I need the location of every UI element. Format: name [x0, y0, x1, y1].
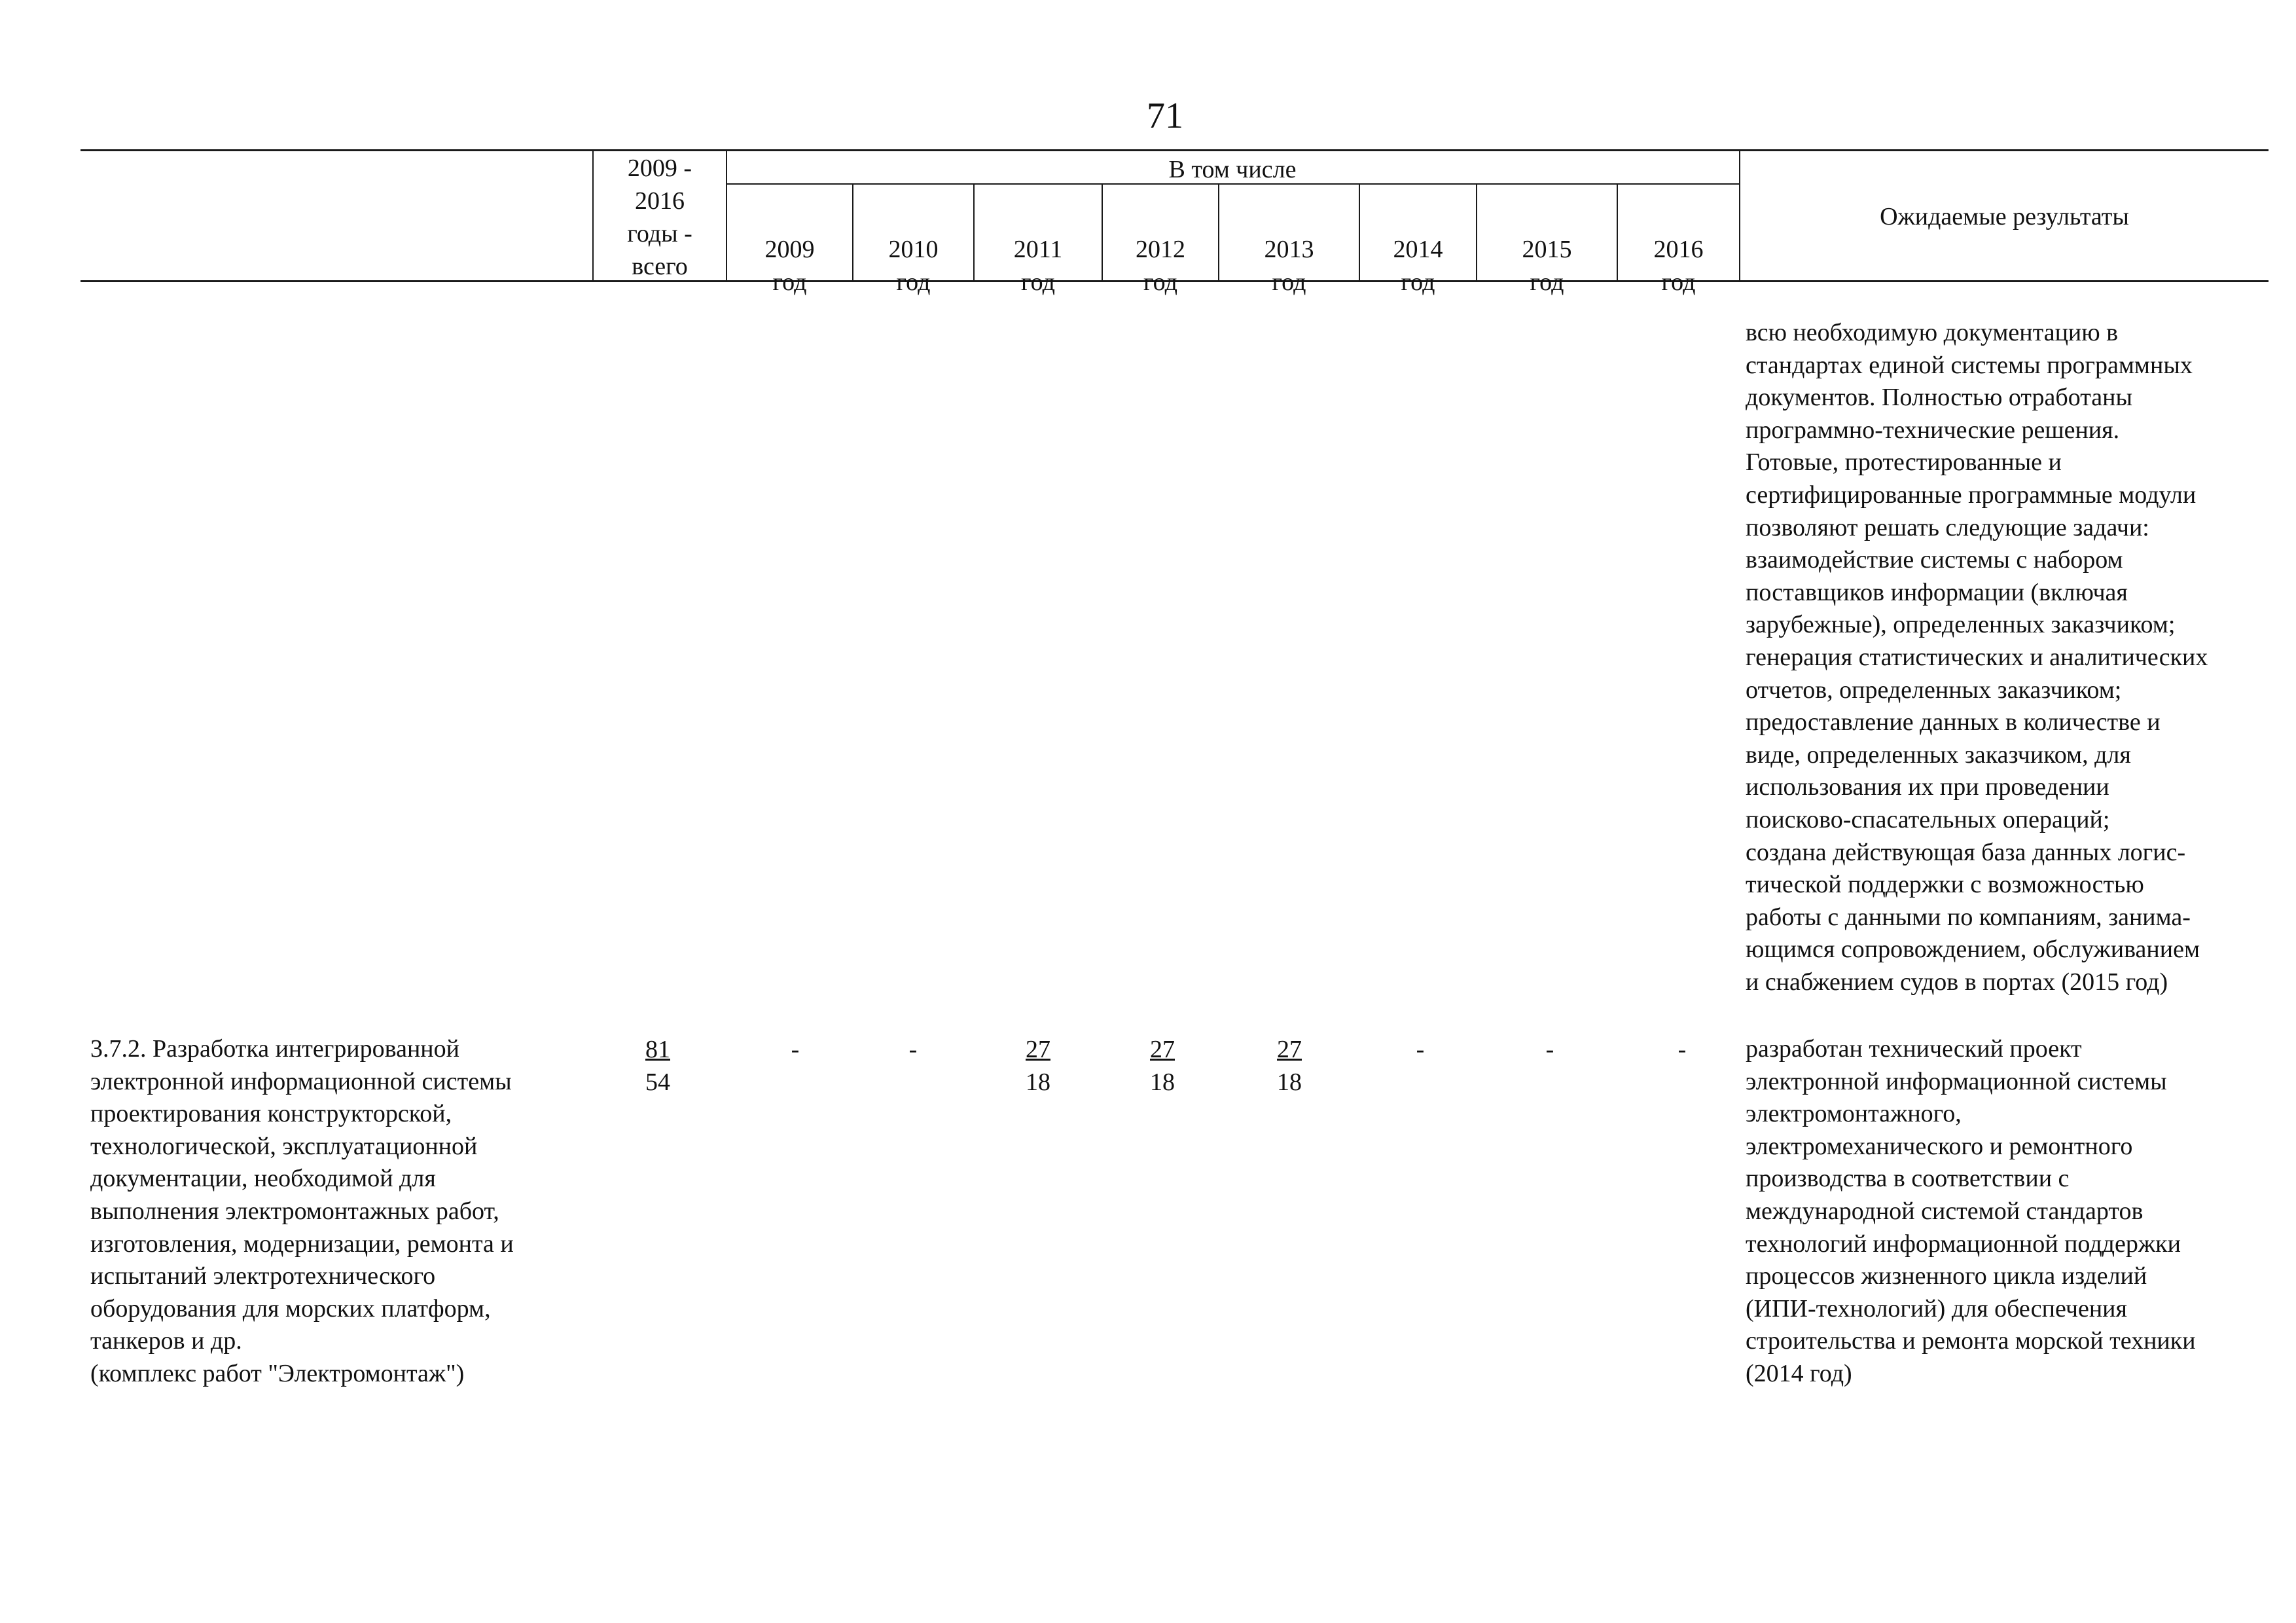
page-number: 71	[1147, 96, 1183, 136]
row-2011-bottom: 18	[1026, 1068, 1050, 1096]
row-2013-top: 27	[1277, 1036, 1302, 1063]
header-in-that-number: В том числе	[1168, 156, 1297, 183]
row-total-top: 81	[645, 1036, 670, 1063]
header-year-2016: 2016 год	[1653, 236, 1704, 296]
row-2012-bottom: 18	[1150, 1068, 1175, 1096]
header-year-2010: 2010 год	[888, 236, 939, 296]
header-year-2013: 2013 год	[1264, 236, 1314, 296]
header-total-col: 2009 - 2016 годы - всего	[627, 155, 692, 280]
continued-result-text: всю необходимую документацию в стандартах единой системы программных документов. Полностью отработаны программно-технические решения. Готовые, протестированные и сертифицированные программные модули позволяют решать следующие задачи: взаимодействие системы с набором поставщиков информации (включая зарубежные), определенных заказчиком; генерация статистических и аналитических отчетов, определенных заказчиком; предоставление данных в количестве и виде, определенных заказчиком, для использования их при проведении поисково-спасательных операций; создана действующая база данных логис- тической поддержки с возможностью работы с данными по компаниям, занима- ющимся сопровождением, обслуживанием и снабжением судов в портах (2015 год)	[1746, 319, 2208, 996]
row-2015: -	[1545, 1036, 1554, 1063]
header-year-2015: 2015 год	[1522, 236, 1572, 296]
row-2013-bottom: 18	[1277, 1068, 1302, 1096]
header-expected-results: Ожидаемые результаты	[1880, 203, 2129, 230]
row-result-text: разработан технический проект электронной информационной системы электромонтажного, электромеханического и ремонтного производства в соответствии с международной системой стандартов технологий информационной поддержки процессов жизненного цикла изделий (ИПИ-технологий) для обеспечения строительства и ремонта морской техники (2014 год)	[1746, 1035, 2196, 1387]
row-2010: -	[908, 1036, 918, 1063]
row-total-bottom: 54	[645, 1068, 670, 1096]
row-2012-top: 27	[1150, 1036, 1175, 1063]
row-2009: -	[791, 1036, 800, 1063]
row-title: 3.7.2. Разработка интегрированной электронной информационной системы проектирования конструкторской, технологической, эксплуатационной документации, необходимой для выполнения электромонтажных работ, изготовления, модернизации, ремонта и испытаний электротехнического оборудования для морских платформ, танкеров и др. (комплекс работ "Электромонтаж")	[90, 1035, 514, 1387]
row-2016: -	[1677, 1036, 1687, 1063]
header-top-rule	[81, 149, 2269, 151]
header-year-2011: 2011 год	[1013, 236, 1063, 296]
row-2014: -	[1416, 1036, 1425, 1063]
header-year-2009: 2009 год	[764, 236, 815, 296]
row-2011-top: 27	[1026, 1036, 1050, 1063]
header-year-2014: 2014 год	[1393, 236, 1443, 296]
header-year-2012: 2012 год	[1136, 236, 1185, 296]
